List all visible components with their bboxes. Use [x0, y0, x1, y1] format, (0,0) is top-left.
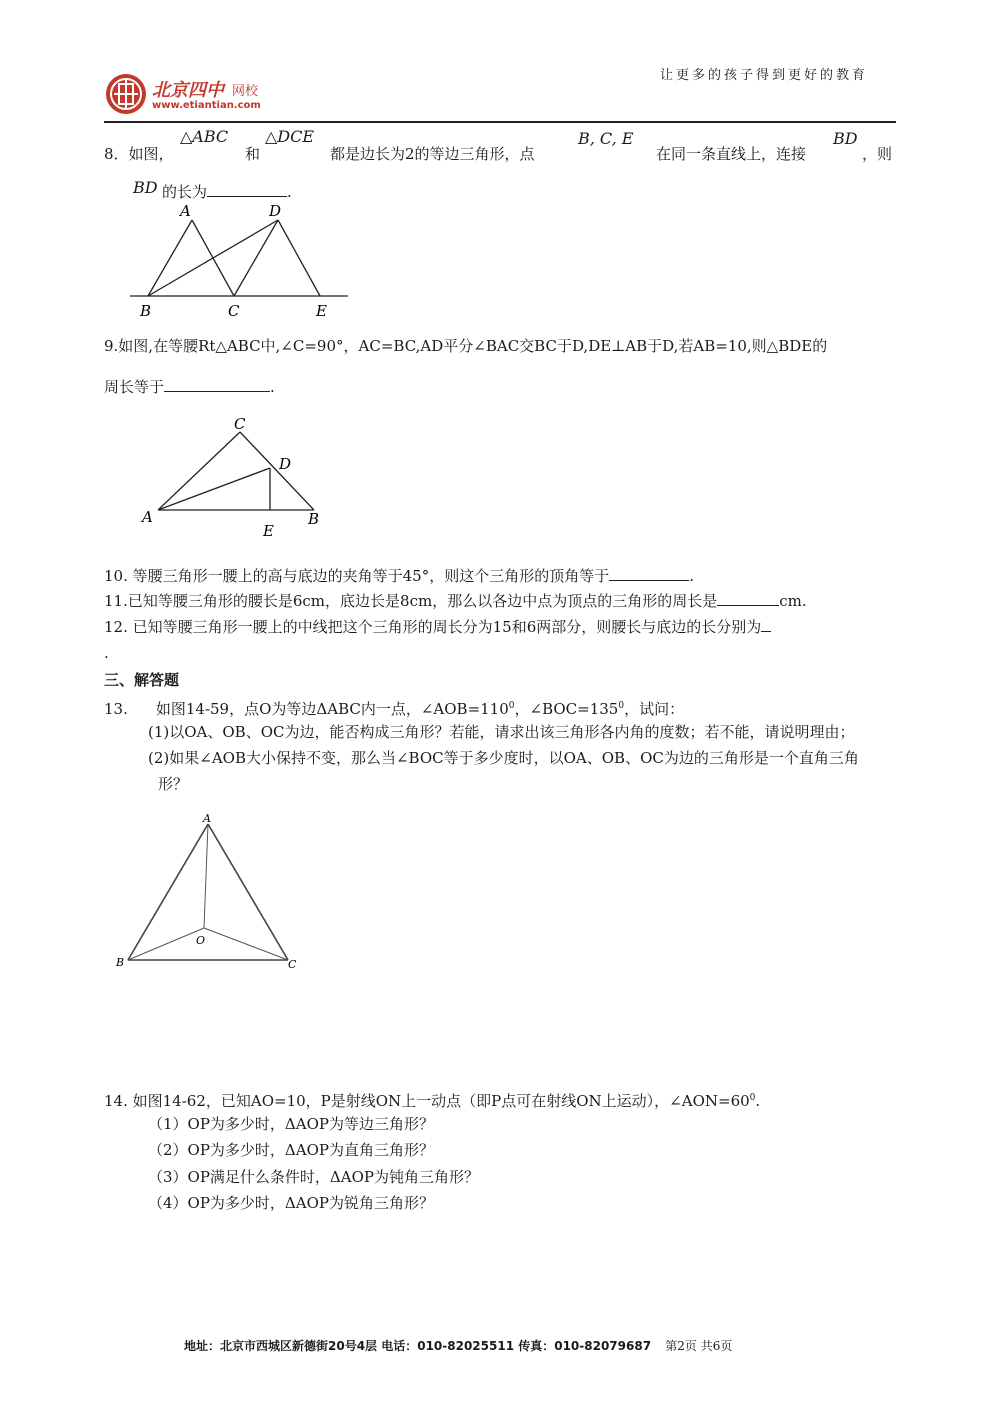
q14-line1: 14. 如图14-62，已知AO=10，P是射线ON上一动点（即P点可在射线ON上运动），$\angle AON=60^0$.	[104, 1092, 761, 1110]
q8-line1: 8．如图，	[104, 145, 174, 163]
q8-tri1: △ABC	[180, 127, 229, 146]
section3-heading: 三、解答题	[104, 671, 180, 689]
fig8-label-c: C	[228, 302, 240, 320]
q14-part4: （4）OP为多少时，ΔAOP为锐角三角形？	[148, 1194, 434, 1212]
footer-address: 地址：北京市西城区新德街20号4层 电话：010-82025511 传真：010-82079687	[184, 1339, 652, 1353]
q8-mid2: 在同一条直线上，连接	[656, 145, 807, 163]
q11-text: 11.已知等腰三角形的腰长是6cm，底边长是8cm，那么以各边中点为顶点的三角形的周长是 cm.	[104, 592, 807, 610]
fig8-label-d: D	[269, 204, 282, 220]
q11-answer-blank[interactable]	[717, 591, 779, 606]
q13-line1: 13. 如图14-59，点O为等边ΔABC内一点，$\angle AOB=110^0$，$\angle BOC=135^0$，试问：	[104, 700, 685, 718]
q14-part2: （2）OP为多少时，ΔAOP为直角三角形？	[148, 1141, 434, 1159]
fig9-label-d: D	[279, 455, 292, 473]
fig13-label-c: C	[288, 958, 297, 971]
q8-end: ，则	[862, 145, 893, 163]
header-slogan: 让更多的孩子得到更好的教育	[660, 68, 869, 83]
fig8-label-a: A	[180, 204, 191, 220]
logo-emblem-icon	[104, 72, 148, 116]
logo-sub: 网校	[232, 84, 259, 99]
fig9-label-a: A	[142, 508, 153, 526]
q8-tri2: △DCE	[265, 127, 315, 146]
q12-text: 12. 已知等腰三角形一腰上的中线把这个三角形的周长分为15和6两部分，则腰长与底边的长分别为	[104, 617, 771, 637]
q8-bd: BD	[833, 129, 858, 148]
q9-answer-blank[interactable]	[164, 377, 270, 392]
fig8-diagram	[124, 204, 364, 324]
q13-part2b: 形？	[158, 775, 189, 793]
q8-mid: 都是边长为2的等边三角形，点	[330, 145, 535, 163]
q14-part1: （1）OP为多少时，ΔAOP为等边三角形？	[148, 1115, 434, 1133]
q13-part1: (1)以OA、OB、OC为边，能否构成三角形？若能，请求出该三角形各内角的度数；若不能，请说明理由；	[148, 723, 855, 741]
logo-text: 北京四中	[152, 80, 224, 101]
footer	[184, 1337, 732, 1354]
q12-answer-blank[interactable]	[761, 617, 771, 632]
fig8-label-e: E	[316, 302, 327, 320]
q9-line1: 9.如图,在等腰Rt△ABC中,∠C=90°，AC=BC,AD平分∠BAC交BC于D,DE⊥AB于D,若AB=10,则△BDE的	[104, 337, 828, 355]
q8-line2: 的长为 .	[162, 183, 292, 201]
fig13-label-a: A	[203, 812, 211, 825]
footer-page: 第2页 共6页	[665, 1339, 733, 1353]
q8-and: 和	[245, 145, 261, 163]
q8-points: B, C, E	[578, 129, 634, 148]
q8-answer-blank[interactable]	[207, 182, 287, 197]
fig8-label-b: B	[140, 302, 152, 320]
logo-url: www.etiantian.com	[152, 100, 261, 111]
q10-answer-blank[interactable]	[609, 566, 689, 581]
q14-part3: （3）OP满足什么条件时，ΔAOP为钝角三角形？	[148, 1168, 479, 1186]
fig9-label-c: C	[234, 415, 246, 433]
fig13-label-o: O	[196, 934, 206, 947]
q8-line2-bd: BD	[133, 178, 158, 197]
q12-end: .	[104, 644, 109, 662]
fig13-label-b: B	[116, 956, 125, 969]
q10-text: 10. 等腰三角形一腰上的高与底边的夹角等于45°，则这个三角形的顶角等于 .	[104, 567, 694, 585]
header-logo	[104, 72, 294, 118]
fig13-diagram	[112, 810, 312, 980]
fig9-label-e: E	[263, 522, 274, 540]
fig9-diagram	[136, 414, 336, 544]
header-rule	[104, 121, 896, 123]
q13-part2a: (2)如果∠AOB大小保持不变，那么当∠BOC等于多少度时，以OA、OB、OC为边的三角形是一个直角三角	[148, 749, 859, 767]
fig9-label-b: B	[308, 510, 320, 528]
q9-line2: 周长等于 .	[104, 378, 275, 396]
